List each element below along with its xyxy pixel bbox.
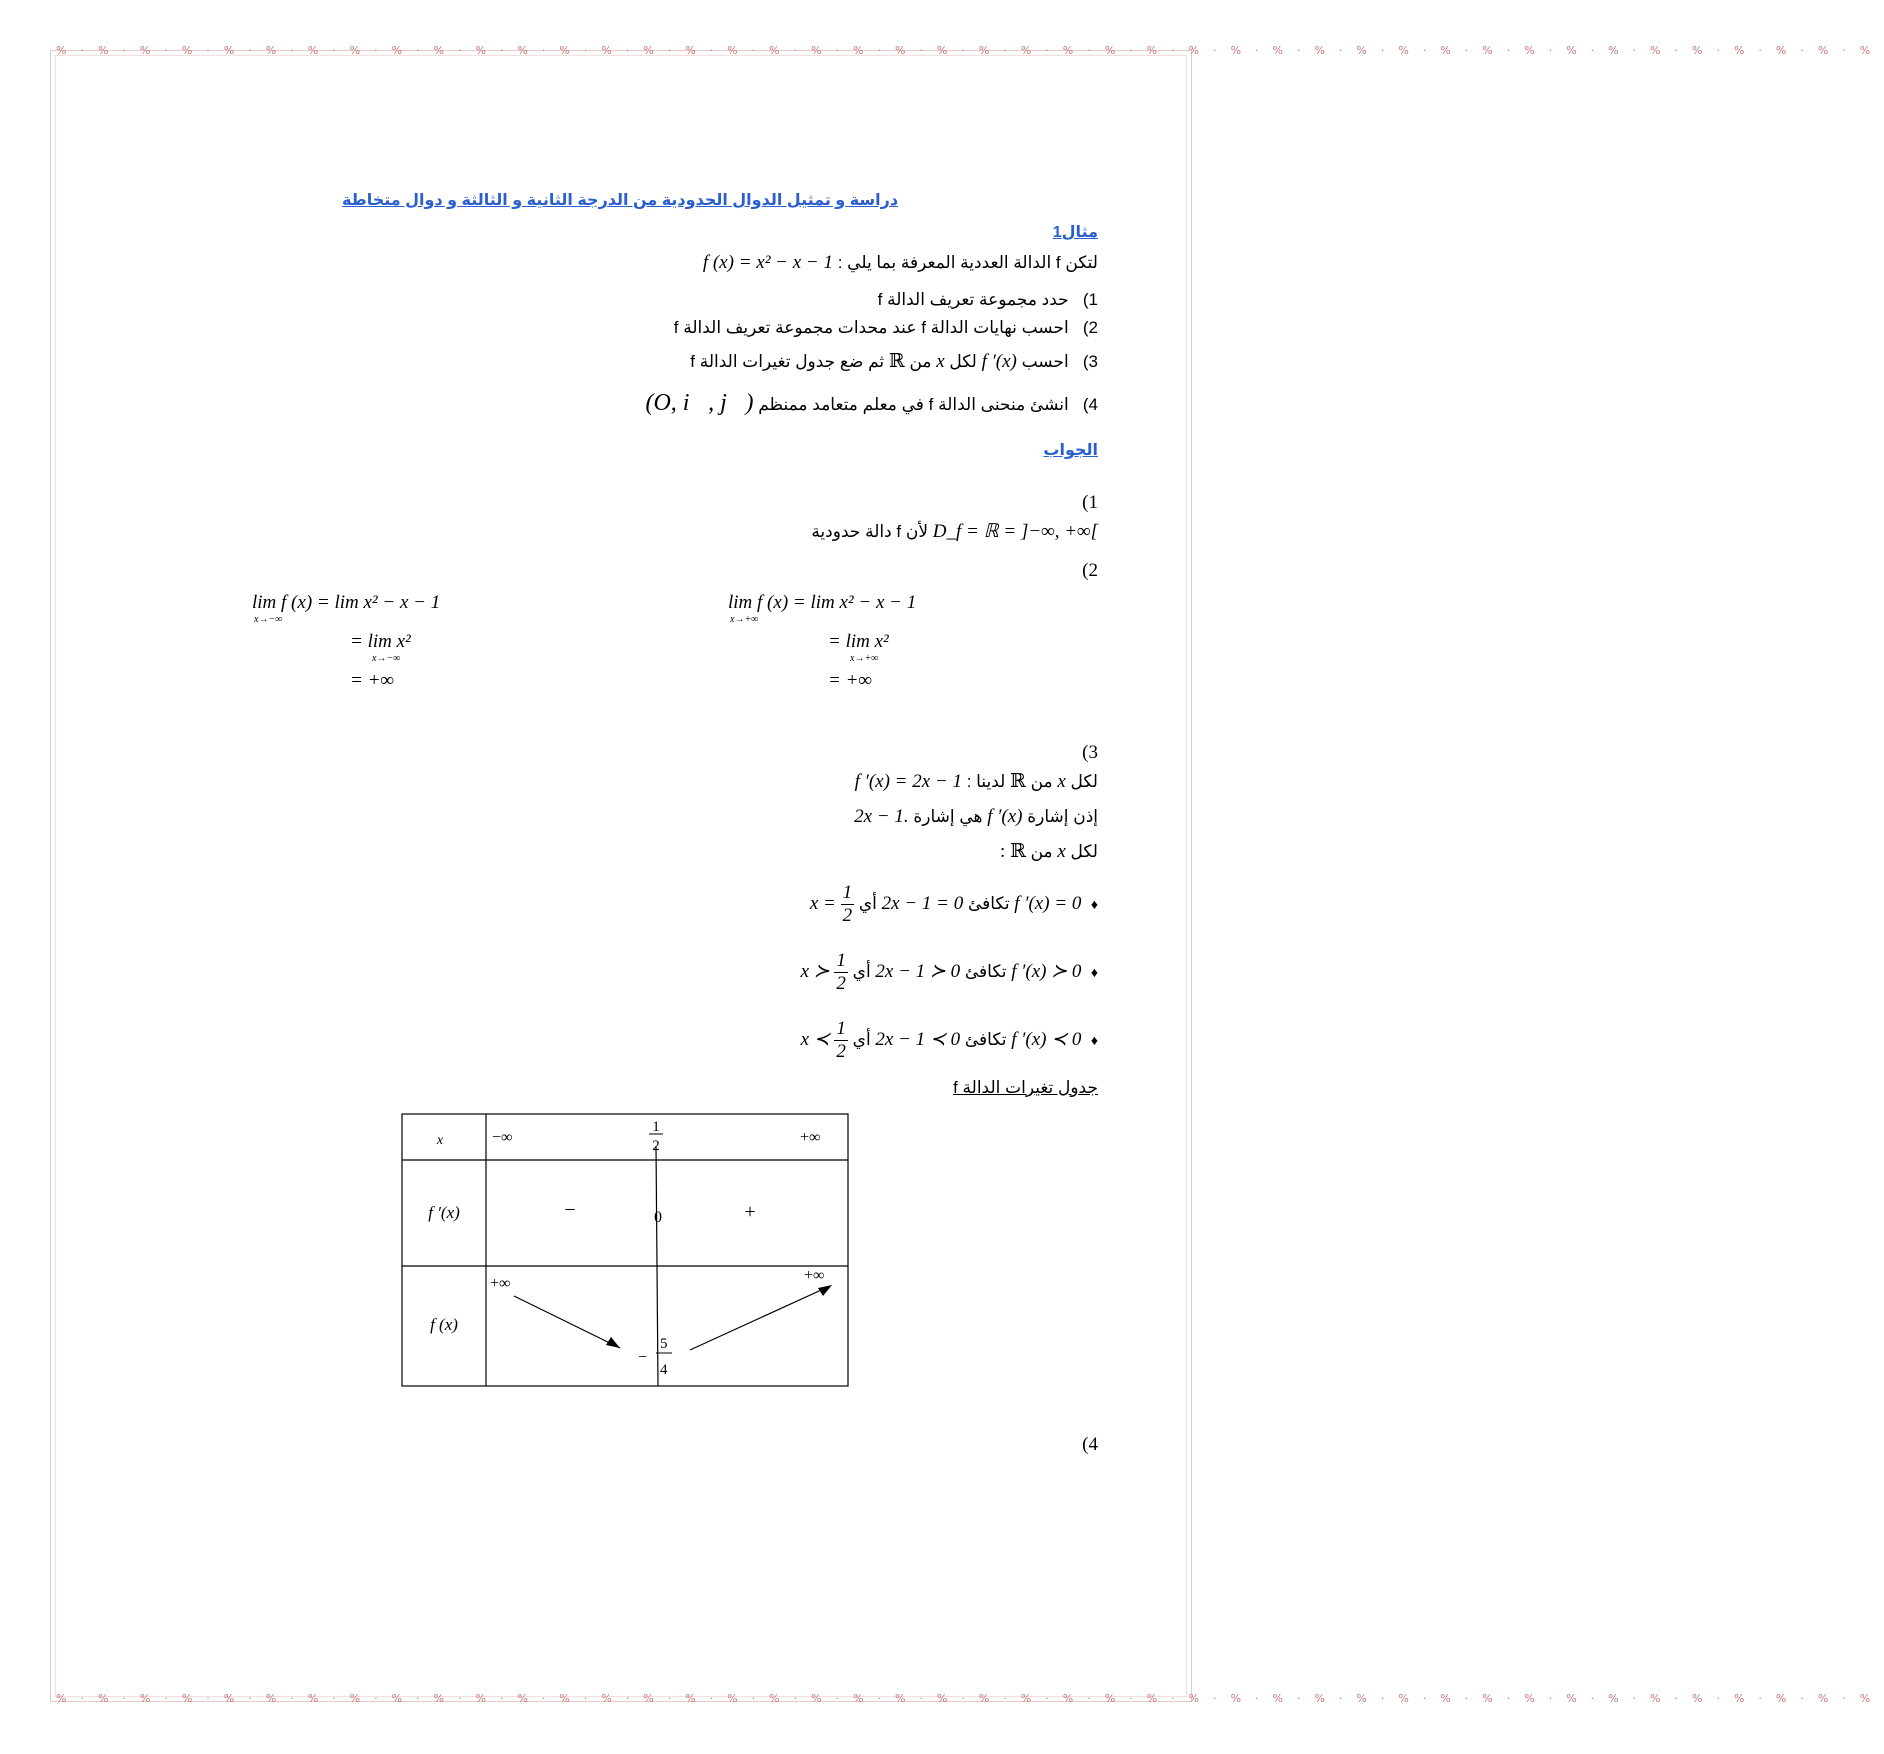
part1-formula: D_f = ℝ = ]−∞, +∞[ xyxy=(932,521,1098,542)
question-text: احسب xyxy=(1021,352,1069,371)
limit-plus-infinity xyxy=(728,592,1008,692)
sign-zero: 0 xyxy=(654,1209,662,1226)
f-right-limit: +∞ xyxy=(804,1267,825,1284)
math: f ′(x) = 2x − 1 xyxy=(854,771,962,792)
text: أي xyxy=(852,961,871,981)
math: x xyxy=(1057,771,1066,792)
x-critical-numerator: 1 xyxy=(652,1119,660,1135)
fraction xyxy=(841,882,855,927)
limit-line: lim f (x) = lim x² − x − 1 xyxy=(252,592,441,613)
part3-number: (3 xyxy=(1082,742,1098,763)
part3-line2 xyxy=(854,806,1098,828)
text: إذن إشارة xyxy=(1027,807,1098,826)
math: f ′(x) xyxy=(987,806,1023,827)
question-math: f ′(x) xyxy=(981,351,1017,372)
variation-table xyxy=(400,1112,852,1390)
question-text: حدد مجموعة تعريف الدالة f xyxy=(877,290,1069,309)
part3-line1 xyxy=(855,770,1098,793)
question-3 xyxy=(690,350,1098,373)
text: تكافئ xyxy=(964,1029,1007,1049)
increasing-arrow xyxy=(690,1286,830,1350)
question-number: 3) xyxy=(1082,352,1098,371)
question-math: x xyxy=(936,351,945,372)
text: لكل xyxy=(1070,842,1098,861)
f-left-limit: +∞ xyxy=(490,1275,511,1292)
x-plus-infinity: +∞ xyxy=(800,1129,821,1146)
fraction xyxy=(834,1018,848,1063)
f-minimum-sign: − xyxy=(638,1349,648,1366)
result xyxy=(809,882,854,926)
part3-line3 xyxy=(1000,840,1098,863)
question-text: لكل xyxy=(949,352,977,371)
increasing-arrow-head xyxy=(818,1285,832,1296)
decreasing-arrow-head xyxy=(606,1337,620,1348)
intro-line xyxy=(703,252,1098,274)
limit-minus-infinity xyxy=(252,592,532,692)
question-number: 1) xyxy=(1082,290,1098,309)
math: ℝ xyxy=(1010,771,1026,792)
question-text: ثم ضع جدول تغيرات الدالة f xyxy=(690,352,885,371)
math: f ′(x) ≻ 0 xyxy=(1011,960,1082,982)
limit-subscript: x→−∞ xyxy=(372,653,401,664)
question-4 xyxy=(645,390,1098,417)
math: 2x − 1. xyxy=(854,806,909,827)
f-minimum-denominator: 4 xyxy=(660,1362,668,1378)
intro-text: لتكن f الدالة العددية المعرفة بما يلي : xyxy=(837,253,1098,272)
part4-number: (4 xyxy=(1082,1434,1098,1455)
text: لكل xyxy=(1070,772,1098,791)
example-label: مثال1 xyxy=(1052,224,1098,241)
limit-line: = lim x² xyxy=(828,631,889,652)
math: 2x − 1 = 0 xyxy=(881,892,964,914)
text: تكافئ xyxy=(964,961,1007,981)
bullet-icon: ♦ xyxy=(1090,895,1098,912)
math: f ′(x) ≺ 0 xyxy=(1011,1028,1082,1050)
x-critical-denominator: 2 xyxy=(652,1138,660,1154)
numerator: 1 xyxy=(836,1018,846,1039)
bullet-greater xyxy=(801,950,1098,995)
x-minus-infinity: −∞ xyxy=(492,1129,513,1146)
bullet-icon: ♦ xyxy=(1090,1031,1098,1048)
decreasing-arrow xyxy=(514,1296,620,1348)
math: f ′(x) = 0 xyxy=(1014,892,1082,914)
denominator: 2 xyxy=(836,1041,846,1062)
fraction xyxy=(834,950,848,995)
text: لدينا : xyxy=(966,772,1006,791)
limit-line: lim f (x) = lim x² − x − 1 xyxy=(728,592,917,613)
question-number: 4) xyxy=(1082,395,1098,414)
top-border-ornament: %·%·%·%·%·%·%·%·%·%·%·%·%·%·%·%·%·%·%·%·%·%·%·%·%·%·%·%·%·%·%·%·%·%·%·%·%·%·%·%·%·%·%·% xyxy=(56,44,1884,57)
question-2 xyxy=(674,318,1098,338)
question-math: (O, i⃗, j⃗) xyxy=(645,390,754,416)
text: من xyxy=(1030,842,1053,861)
question-number: 2) xyxy=(1082,318,1098,337)
text: أي xyxy=(852,1029,871,1049)
part2-number: (2 xyxy=(1082,560,1098,581)
math: x = xyxy=(809,892,836,914)
bullet-less xyxy=(801,1018,1098,1063)
intro-formula: f (x) = x² − x − 1 xyxy=(702,252,833,273)
math: 2x − 1 ≻ 0 xyxy=(875,960,961,982)
text: أي xyxy=(858,893,877,913)
table-outline xyxy=(402,1114,848,1386)
limit-line: = lim x² xyxy=(350,631,411,652)
limit-subscript: x→−∞ xyxy=(254,614,283,625)
question-text: احسب نهايات الدالة f عند محدات مجموعة تعريف الدالة f xyxy=(673,318,1069,337)
limit-line: = +∞ xyxy=(350,670,394,691)
f-minimum-numerator: 5 xyxy=(660,1336,668,1352)
sign-negative: − xyxy=(564,1199,576,1221)
question-text: انشئ منحنى الدالة f في معلم متعامد ممنظم xyxy=(758,395,1069,414)
math: 2x − 1 ≺ 0 xyxy=(875,1028,961,1050)
limit-subscript: x→+∞ xyxy=(730,614,759,625)
math: ℝ : xyxy=(1000,841,1026,862)
bullet-equal xyxy=(810,882,1098,927)
bullet-icon: ♦ xyxy=(1090,963,1098,980)
answer-label: الجواب xyxy=(1043,442,1098,459)
result xyxy=(800,950,848,994)
denominator: 2 xyxy=(836,973,846,994)
text: هي إشارة xyxy=(913,807,983,826)
row-label-f: f (x) xyxy=(430,1315,458,1334)
question-1 xyxy=(878,290,1098,310)
row-label-x: x xyxy=(436,1133,444,1148)
row-label-fprime: f ′(x) xyxy=(428,1203,460,1222)
numerator: 1 xyxy=(842,882,853,903)
math: x ≺ xyxy=(800,1028,830,1050)
question-math: ℝ xyxy=(888,351,905,372)
limit-line: = +∞ xyxy=(828,670,872,691)
bottom-border-ornament: %·%·%·%·%·%·%·%·%·%·%·%·%·%·%·%·%·%·%·%·%·%·%·%·%·%·%·%·%·%·%·%·%·%·%·%·%·%·%·%·%·%·%·% xyxy=(56,1692,1884,1705)
question-text: من xyxy=(909,352,932,371)
math: x xyxy=(1057,841,1066,862)
part1-text: لأن f دالة حدودية xyxy=(811,522,929,541)
text: من xyxy=(1030,772,1053,791)
part1-line xyxy=(811,520,1098,543)
math: x ≻ xyxy=(800,960,830,982)
variation-table-label: جدول تغيرات الدالة f xyxy=(953,1078,1098,1097)
page-title: دراسة و تمثيل الدوال الحدودية من الدرجة الثانية و الثالثة و دوال متخاطة xyxy=(341,192,899,209)
sign-positive: + xyxy=(744,1201,756,1223)
part1-number: (1 xyxy=(1082,492,1098,513)
text: تكافئ xyxy=(967,893,1010,913)
result xyxy=(800,1018,848,1062)
limit-subscript: x→+∞ xyxy=(850,653,879,664)
numerator: 1 xyxy=(836,950,846,971)
denominator: 2 xyxy=(842,905,853,926)
